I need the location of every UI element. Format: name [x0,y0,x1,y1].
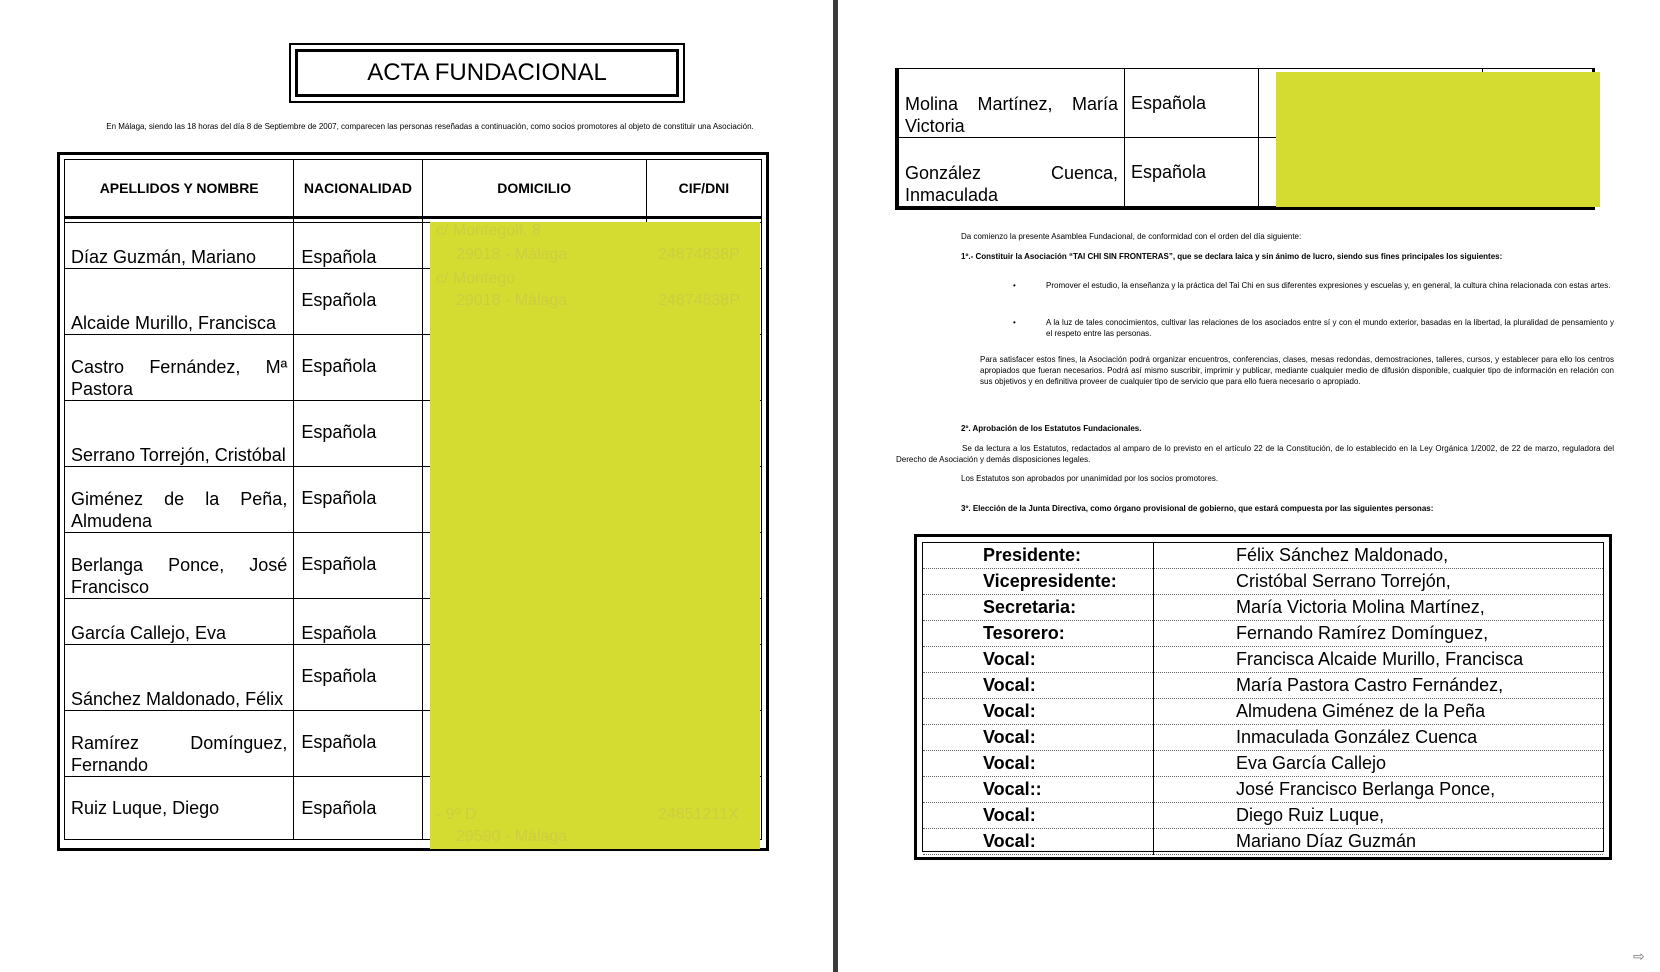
board-person: María Pastora Castro Fernández, [1154,673,1604,699]
member-nationality: Española [294,777,422,840]
ghost-text: 29018 - Málaga [456,246,568,263]
board-person: Almudena Giménez de la Peña [1154,699,1604,725]
board-row [923,751,1603,777]
ghost-text: c/ Montegolf, 8 [436,222,541,239]
board-person: José Francisco Berlanga Ponce, [1154,777,1604,803]
board-person: Diego Ruiz Luque, [1154,803,1604,829]
member-nationality: Española [294,645,422,711]
column-header: CIF/DNI [646,160,761,218]
column-header: DOMICILIO [422,160,646,218]
bullet-dot: • [1013,281,1016,290]
board-role: Vicepresidente: [923,569,1154,595]
board-row [923,803,1603,829]
document-title: ACTA FUNDACIONAL [295,49,679,97]
member-name: Alcaide Murillo, Francisca [65,269,294,335]
member-nationality: Española [294,467,422,533]
redaction-block [430,222,760,849]
column-header: APELLIDOS Y NOMBRE [65,160,294,218]
member-name: Ruiz Luque, Diego [65,777,294,840]
board-table [914,534,1612,860]
agenda-intro: Da comienzo la presente Asamblea Fundacional, de conformidad con el orden del día siguiente: [961,232,1302,241]
column-header: NACIONALIDAD [294,160,422,218]
agenda-bullet-1: Promover el estudio, la enseñanza y la práctica del Tai Chi en sus diferentes expresiones y escuelas y, en general, la cultura china relacionada con estas artes. [1046,281,1611,290]
title-box [289,43,685,103]
member-nationality: Española [294,533,422,599]
member-name: Serrano Torrejón, Cristóbal [65,401,294,467]
board-role: Presidente: [923,543,1154,569]
board-role: Vocal: [923,803,1154,829]
member-name: Molina Martínez, María Victoria [899,69,1125,138]
table-header-row [65,160,762,218]
member-name: Castro Fernández, Mª Pastora [65,335,294,401]
board-person: Félix Sánchez Maldonado, [1154,543,1604,569]
member-name: García Callejo, Eva [65,599,294,645]
redaction-block [1276,72,1600,207]
ghost-text: c/ Montego [436,270,516,287]
member-name: Giménez de la Peña, Almudena [65,467,294,533]
board-row [923,569,1603,595]
ghost-text: 24851211X [658,806,739,823]
board-role: Vocal: [923,673,1154,699]
member-name: Sánchez Maldonado, Félix [65,645,294,711]
bullet-dot: • [1013,318,1016,327]
board-row [923,725,1603,751]
board-person: Cristóbal Serrano Torrejón, [1154,569,1604,595]
board-row [923,699,1603,725]
board-row [923,543,1603,569]
board-role: Vocal: [923,647,1154,673]
board-row [923,829,1603,855]
agenda-bullet-2: A la luz de tales conocimientos, cultivar las relaciones de los asociados entre sí y con el mundo exterior, basadas en la libertad, la pluralidad de pensamiento y el respeto entre las personas. [1046,318,1614,338]
board-role: Vocal: [923,699,1154,725]
board-role: Vocal: [923,725,1154,751]
member-nationality: Española [294,711,422,777]
agenda-item-2-text: Se da lectura a los Estatutos, redactados al amparo de lo previsto en el artículo 22 de la Constitución, de lo establecido en la Ley Orgánica 1/2002, de 22 de marzo, reguladora del Derecho de Asociación y demás disposiciones legales. [896,444,1614,464]
agenda-item-2: 2º. Aprobación de los Estatutos Fundacionales. [961,424,1142,433]
board-role: Tesorero: [923,621,1154,647]
board-person: Francisca Alcaide Murillo, Francisca [1154,647,1604,673]
member-nationality: Española [294,599,422,645]
member-name: Díaz Guzmán, Mariano [65,223,294,269]
agenda-item-2-text2: Los Estatutos son aprobados por unanimidad por los socios promotores. [961,474,1219,483]
board-person: Eva García Callejo [1154,751,1604,777]
member-nationality: Española [294,401,422,467]
board-role: Vocal: [923,829,1154,855]
board-row [923,647,1603,673]
board-person: Mariano Díaz Guzmán [1154,829,1604,855]
agenda-item-3: 3º. Elección de la Junta Directiva, como órgano provisional de gobierno, que estará compuesta por las siguientes personas: [961,504,1434,513]
arrow-right-icon[interactable]: ⇨ [1633,948,1645,964]
member-nationality: Española [294,335,422,401]
ghost-text: 24874838P [658,246,740,263]
member-nationality: Española [294,269,422,335]
board-row [923,777,1603,803]
board-person: Fernando Ramírez Domínguez, [1154,621,1604,647]
ghost-text: 24874838P [658,292,740,309]
member-nationality: Española [294,223,422,269]
board-role: Secretaria: [923,595,1154,621]
board-row [923,621,1603,647]
board-person: María Victoria Molina Martínez, [1154,595,1604,621]
member-nationality: Española [1125,69,1259,138]
ghost-text: 29590 - Málaga [456,828,568,845]
agenda-item-1: 1º.- Constituir la Asociación “TAI CHI SIN FRONTERAS”, que se declara laica y sin ánimo de lucro, siendo sus fines principales los siguientes: [961,252,1503,261]
ghost-text: - 9º D [436,806,477,823]
board-row [923,673,1603,699]
board-role: Vocal:: [923,777,1154,803]
board-role: Vocal: [923,751,1154,777]
ghost-text: 29018 - Málaga [456,292,568,309]
board-row [923,595,1603,621]
member-name: Ramírez Domínguez, Fernando [65,711,294,777]
member-name: González Cuenca, Inmaculada [899,138,1125,207]
intro-text: En Málaga, siendo las 18 horas del día 8 de Septiembre de 2007, comparecen las personas reseñadas a continuación, como socios promotores al objeto de constituir una Asociación. [106,122,754,131]
member-name: Berlanga Ponce, José Francisco [65,533,294,599]
board-person: Inmaculada González Cuenca [1154,725,1604,751]
member-nationality: Española [1125,138,1259,207]
agenda-paragraph: Para satisfacer estos fines, la Asociación podrá organizar encuentros, conferencias, clases, mesas redondas, demostraciones, talleres, cursos, y establecer para ello los centros apropiados que fueran necesarios. Podrá así mismo suscribir, imprimir y publicar, mediante cualquier medio de difusión disponible, cualquier tipo de información en relación con sus objetivos y en definitiva proveer de cualquier tipo de servicio que para ello fuera necesario o apropiado. [980,355,1614,386]
